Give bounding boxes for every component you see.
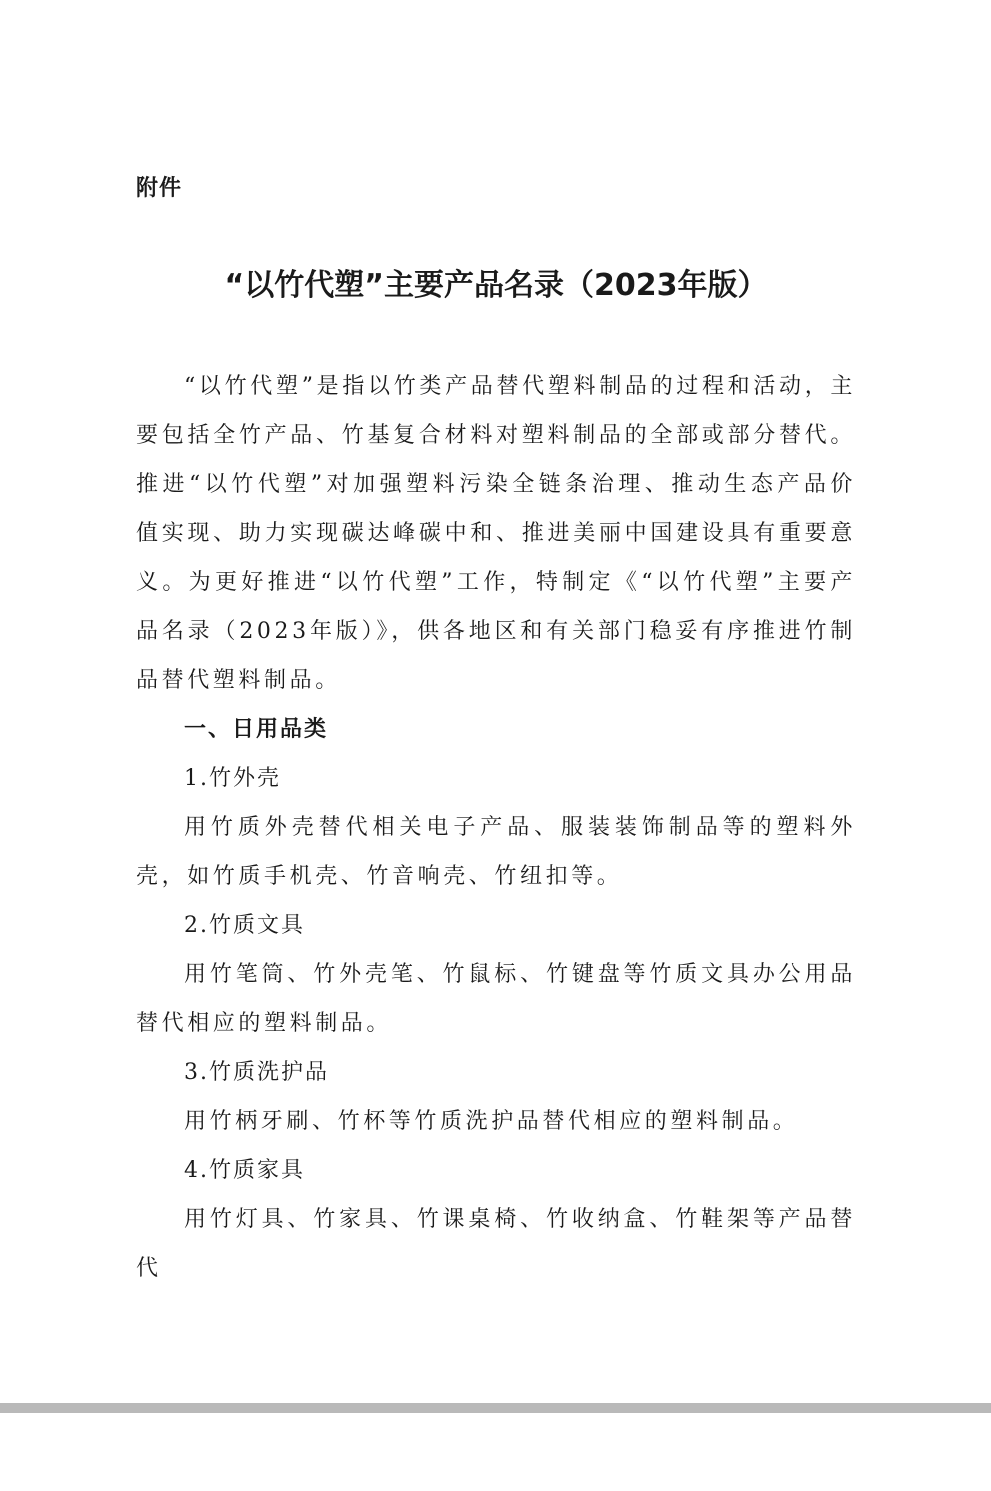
item-heading: 2.竹质文具 [184,913,305,938]
item-paragraph: 用竹灯具、竹家具、竹课桌椅、竹收纳盒、竹鞋架等产品替代 [136,1207,856,1281]
next-page-area [0,1413,991,1491]
section-heading-daily-goods: 一、日用品类 [184,717,329,742]
document-body [136,362,856,1293]
item-heading: 4.竹质家具 [184,1158,305,1183]
attachment-label: 附件 [136,176,183,201]
intro-paragraph: “以竹代塑”是指以竹类产品替代塑料制品的过程和活动，主要包括全竹产品、竹基复合材料对塑料制品的全部或部分替代。推进“以竹代塑”对加强塑料污染全链条治理、推动生态产品价值实现、助力实现碳达峰碳中和、推进美丽中国建设具有重要意义。为更好推进“以竹代塑”工作，特制定《“以竹代塑”主要产品名录（2023年版）》，供各地区和有关部门稳妥有序推进竹制品替代塑料制品。 [136,374,856,693]
item-paragraph: 用竹笔筒、竹外壳笔、竹鼠标、竹键盘等竹质文具办公用品替代相应的塑料制品。 [136,962,856,1036]
item-paragraph: 用竹质外壳替代相关电子产品、服装装饰制品等的塑料外壳，如竹质手机壳、竹音响壳、竹纽扣等。 [136,815,856,889]
page-title: “以竹代塑”主要产品名录（2023年版） [224,268,768,303]
item-paragraph: 用竹柄牙刷、竹杯等竹质洗护品替代相应的塑料制品。 [184,1109,799,1134]
item-heading: 3.竹质洗护品 [184,1060,329,1085]
page-separator-bar [0,1403,991,1413]
item-heading: 1.竹外壳 [184,766,281,791]
